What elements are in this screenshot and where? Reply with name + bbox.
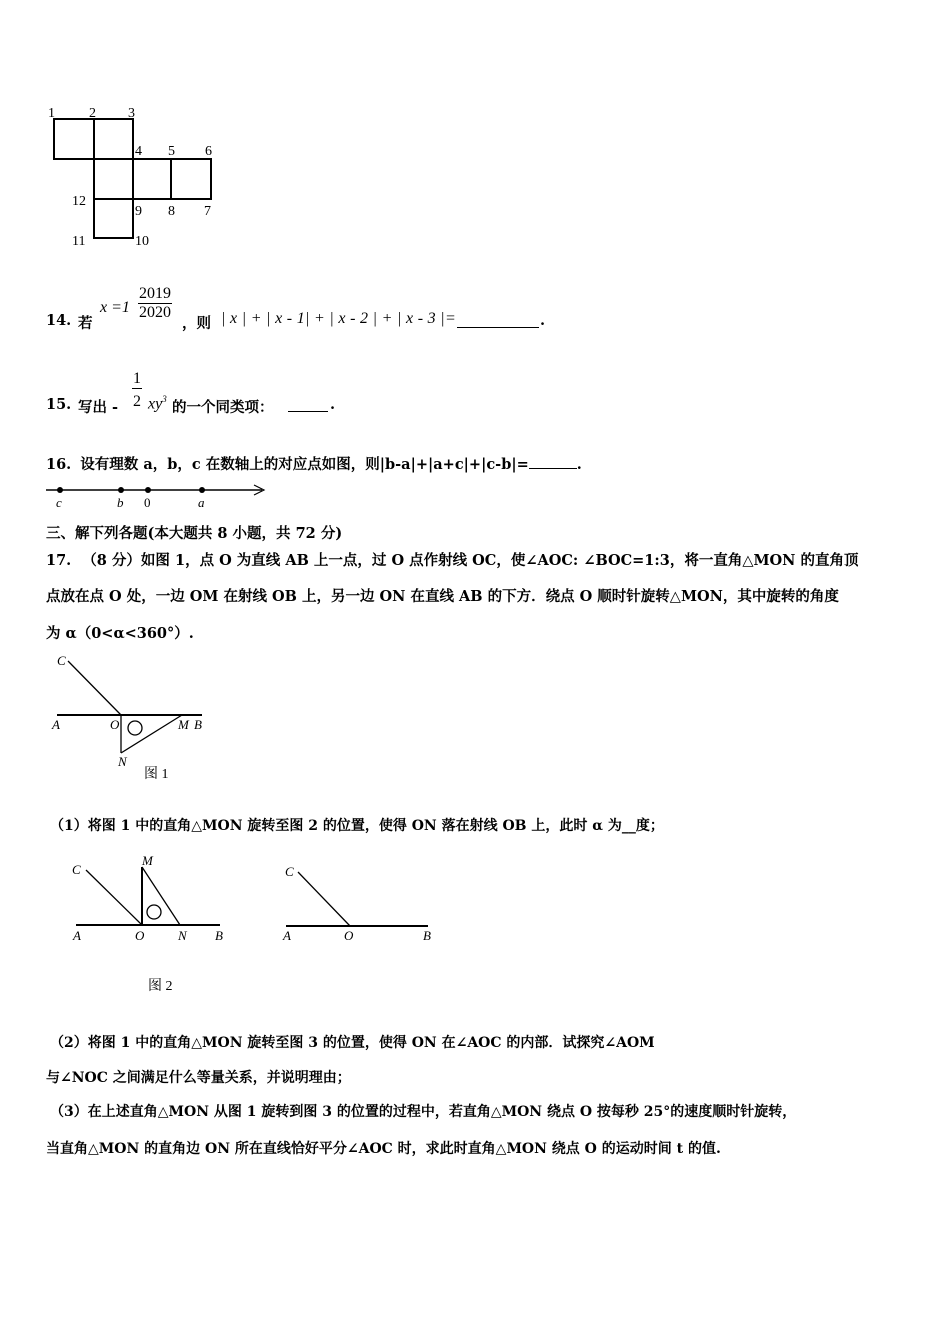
period: . [576,456,582,473]
question-17-part2-line1: （2）将图 1 中的直角△MON 旋转至图 3 的位置，使得 ON 在∠AOC 的内部．试探究∠AOM [50,1035,655,1051]
vertex-label-8: 8 [168,204,175,219]
answer-blank[interactable] [529,454,577,469]
question-number: 16. [46,456,72,473]
label-B: B [194,717,202,732]
point-label-a: a [198,495,205,510]
point-label-c: c [56,495,62,510]
question-text: 写出 - [78,399,119,416]
section-heading: 三、解下列各题(本大题共 8 小题，共 72 分) [46,525,343,542]
figure-1-caption: 图 1 [144,767,169,782]
label-O: O [110,717,120,732]
question-text: 设有理数 a，b，c 在数轴上的对应点如图，则|b-a|+|a+c|+|c-b|= [80,456,529,473]
question-text: （8 分）如图 1，点 O 为直线 AB 上一点，过 O 点作射线 OC，使∠AOC: ∠BOC=1:3，将一直角△MON 的直角顶 [82,552,859,569]
question-text: ，则 [182,315,211,332]
figure-2-caption: 图 2 [148,979,173,994]
math-x-equals: x =1 [100,299,130,316]
point-label-0: 0 [144,495,151,510]
answer-blank[interactable] [288,397,328,412]
question-number: 14. [46,312,72,329]
vertex-label-9: 9 [135,204,142,219]
label-C: C [57,653,66,668]
math-expression: | x | + | x - 1| + | x - 2 | + | x - 3 |= [221,310,457,327]
label-M: M [178,717,189,732]
vertex-label-5: 5 [168,144,175,159]
figure-2-diagram [60,850,240,1000]
math-fraction-half: $\frac{1}{2}$ [133,370,141,410]
question-text: 的一个同类项： [172,399,274,416]
answer-blank[interactable] [457,313,539,328]
figure-3 [270,855,450,950]
vertex-label-2: 2 [89,106,96,121]
question-number: 17. [46,552,72,569]
vertex-label-12: 12 [72,194,86,209]
question-17-line1 [46,549,858,570]
label-A: A [52,717,60,732]
figure-1 [40,645,220,785]
figure-1-diagram [40,645,220,785]
period: . [330,396,336,413]
vertex-label-10: 10 [135,234,149,249]
label-O: O [135,928,145,943]
question-17-line3: 为 α（0<α<360°）. [46,625,194,642]
question-17-part2-line2: 与∠NOC 之间满足什么等量关系，并说明理由； [46,1070,351,1086]
vertex-label-6: 6 [205,144,212,159]
question-17-part1: （1）将图 1 中的直角△MON 旋转至图 2 的位置，使得 ON 落在射线 OB 上，此时 α 为__度； [50,818,664,834]
question-17-part3-line2: 当直角△MON 的直角边 ON 所在直线恰好平分∠AOC 时，求此时直角△MON 绕点 O 的运动时间 t 的值. [46,1141,721,1157]
label-M: M [142,853,153,868]
cube-net-figure [40,95,240,255]
label-A: A [73,928,81,943]
number-line-figure [40,480,280,512]
question-17-line2: 点放在点 O 处，一边 OM 在射线 OB 上，另一边 ON 在直线 AB 的下方．绕点 O 顺时针旋转△MON，其中旋转的角度 [46,588,839,605]
figure-3-diagram [270,855,450,950]
label-C: C [72,862,81,877]
math-fraction: $\frac{2019}{2020}$ [139,285,171,321]
vertex-label-3: 3 [128,106,135,121]
point-label-b: b [117,495,124,510]
vertex-label-11: 11 [72,234,86,249]
vertex-label-4: 4 [135,144,142,159]
label-N: N [118,754,127,769]
period: . [540,312,546,329]
question-text: 若 [78,315,93,332]
math-term: $xy^3$ [148,394,167,413]
vertex-label-7: 7 [204,204,211,219]
question-16 [46,453,582,474]
label-O: O [344,928,354,943]
number-line [40,480,280,512]
label-B: B [423,928,431,943]
label-C: C [285,864,294,879]
vertex-label-1: 1 [48,106,55,121]
figure-2 [60,850,240,1000]
cube-net-diagram [40,95,240,255]
label-B: B [215,928,223,943]
label-N: N [178,928,187,943]
label-A: A [283,928,291,943]
question-17-part3-line1: （3）在上述直角△MON 从图 1 旋转到图 3 的位置的过程中，若直角△MON 绕点 O 按每秒 25°的速度顺时针旋转， [50,1104,797,1120]
question-number: 15. [46,396,72,413]
